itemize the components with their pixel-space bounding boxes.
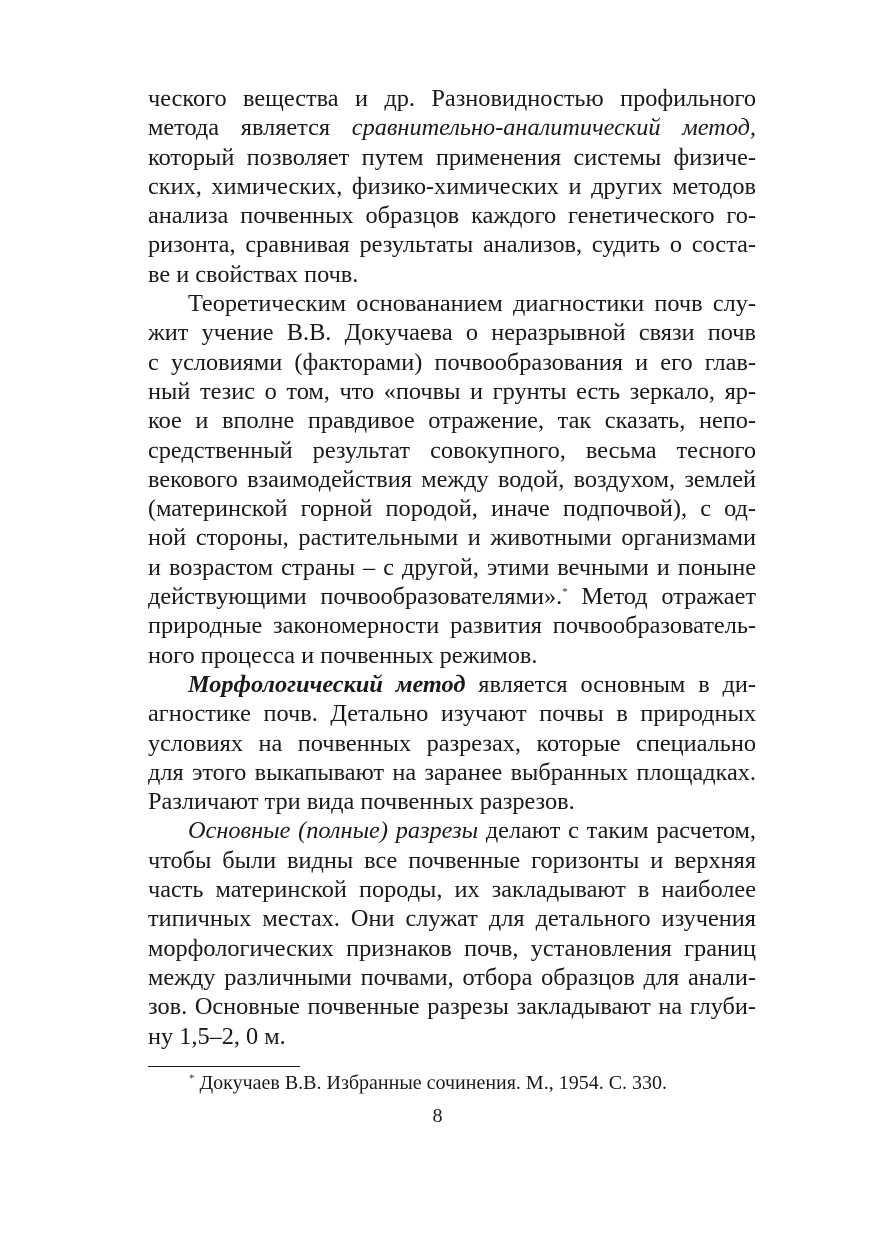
- text-line: [148, 758, 756, 787]
- text-run: ного процесса и почвенных режимов.: [148, 641, 538, 669]
- text-run: природные закономерности развития почвообразователь-: [148, 612, 756, 640]
- document-body: [148, 84, 756, 1051]
- text-run: векового взаимодействия между водой, воздухом, землей: [148, 465, 756, 493]
- footnote-marker: *: [189, 1072, 195, 1085]
- text-run: для этого выкапывают на заранее выбранных площадках.: [148, 758, 756, 786]
- text-run: Метод отражает: [567, 583, 756, 611]
- text-line: [148, 289, 756, 318]
- text-run: и возрастом страны – с другой, этими вечными и поныне: [148, 553, 756, 581]
- paragraph: [148, 816, 756, 1050]
- text-line: [148, 1022, 756, 1051]
- page-number: 8: [432, 1105, 443, 1127]
- text-line: [148, 318, 756, 347]
- text-run: действующими почвообразователями».: [148, 583, 563, 611]
- text-run: с условиями (факторами) почвообразования и его глав-: [148, 348, 756, 376]
- text-run: ческого вещества и др. Разновидностью профильного: [148, 85, 756, 112]
- text-line: [148, 934, 756, 963]
- main-text: [148, 84, 756, 1051]
- text-line: [148, 875, 756, 904]
- text-line: [148, 494, 756, 523]
- text-line: [148, 143, 756, 172]
- paragraph: [148, 289, 756, 670]
- paragraph: [148, 84, 756, 289]
- text-line: [148, 113, 756, 142]
- text-line: [148, 553, 756, 582]
- text-run: агностике почв. Детально изучают почвы в природных: [148, 700, 756, 728]
- text-run: ну 1,5–2, 0 м.: [148, 1022, 286, 1050]
- text-run: средственный результат совокупного, весьма тесного: [148, 436, 756, 464]
- text-line: [148, 641, 756, 670]
- text-line: [148, 230, 756, 259]
- text-run: ских, химических, физико-химических и других методов: [148, 172, 756, 200]
- text-run: ве и свойствах почв.: [148, 260, 359, 288]
- text-line: [148, 84, 756, 113]
- text-line: [148, 436, 756, 465]
- text-line: [148, 699, 756, 728]
- footnote: [189, 1070, 667, 1096]
- text-run: морфологических признаков почв, установления границ: [148, 934, 756, 962]
- text-run: жит учение В.В. Докучаева о неразрывной связи почв: [148, 319, 756, 347]
- text-line: [148, 172, 756, 201]
- text-line: [148, 963, 756, 992]
- text-run: метода является: [148, 114, 352, 142]
- italic-term: сравнительно-аналитический метод,: [351, 114, 756, 142]
- text-run: чтобы были видны все почвенные горизонты и верхняя: [148, 846, 756, 874]
- text-line: [148, 523, 756, 552]
- text-run: ной стороны, растительными и животными организмами: [148, 524, 756, 552]
- paragraph: [148, 670, 756, 816]
- text-line: [148, 670, 756, 699]
- text-run: ный тезис о том, что «почвы и грунты есть зеркало, яр-: [148, 377, 756, 405]
- text-run: часть материнской породы, их закладывают в наиболее: [148, 876, 756, 904]
- text-line: [148, 348, 756, 377]
- text-line: [148, 377, 756, 406]
- text-line: [148, 816, 756, 845]
- text-line: [148, 582, 756, 611]
- text-run: кое и вполне правдивое отражение, так сказать, непо-: [148, 407, 756, 435]
- text-run: зов. Основные почвенные разрезы закладывают на глуби-: [148, 993, 756, 1021]
- text-line: [148, 406, 756, 435]
- text-run: является основным в ди-: [465, 670, 757, 698]
- text-run: анализа почвенных образцов каждого генетического го-: [148, 202, 756, 230]
- bold-italic-term: Морфологический метод: [188, 670, 466, 698]
- text-line: [148, 992, 756, 1021]
- text-line: [148, 846, 756, 875]
- text-line: [148, 260, 756, 289]
- text-run: который позволяет путем применения системы физиче-: [148, 143, 756, 171]
- text-run: Теоретическим основананием диагностики почв слу-: [188, 290, 756, 318]
- italic-term: Основные (полные) разрезы: [188, 817, 479, 845]
- text-run: ризонта, сравнивая результаты анализов, судить о соста-: [148, 231, 756, 259]
- footnote-separator: [148, 1066, 300, 1067]
- text-run: типичных местах. Они служат для детального изучения: [148, 905, 756, 933]
- text-line: [148, 465, 756, 494]
- bold-term: [188, 671, 465, 698]
- text-line: [148, 201, 756, 230]
- text-run: Различают три вида почвенных разрезов.: [148, 788, 575, 816]
- text-run: делают с таким расчетом,: [478, 817, 756, 845]
- text-line: [148, 729, 756, 758]
- footnote-text: Докучаев В.В. Избранные сочинения. М., 1954. С. 330.: [199, 1072, 668, 1094]
- text-line: [148, 611, 756, 640]
- footnote-reference: *: [562, 585, 568, 598]
- text-run: между различными почвами, отбора образцов для анали-: [148, 963, 756, 991]
- text-line: [148, 904, 756, 933]
- text-line: [148, 787, 756, 816]
- text-run: (материнской горной породой, иначе подпочвой), с од-: [148, 495, 756, 523]
- text-run: условиях на почвенных разрезах, которые специально: [148, 729, 756, 757]
